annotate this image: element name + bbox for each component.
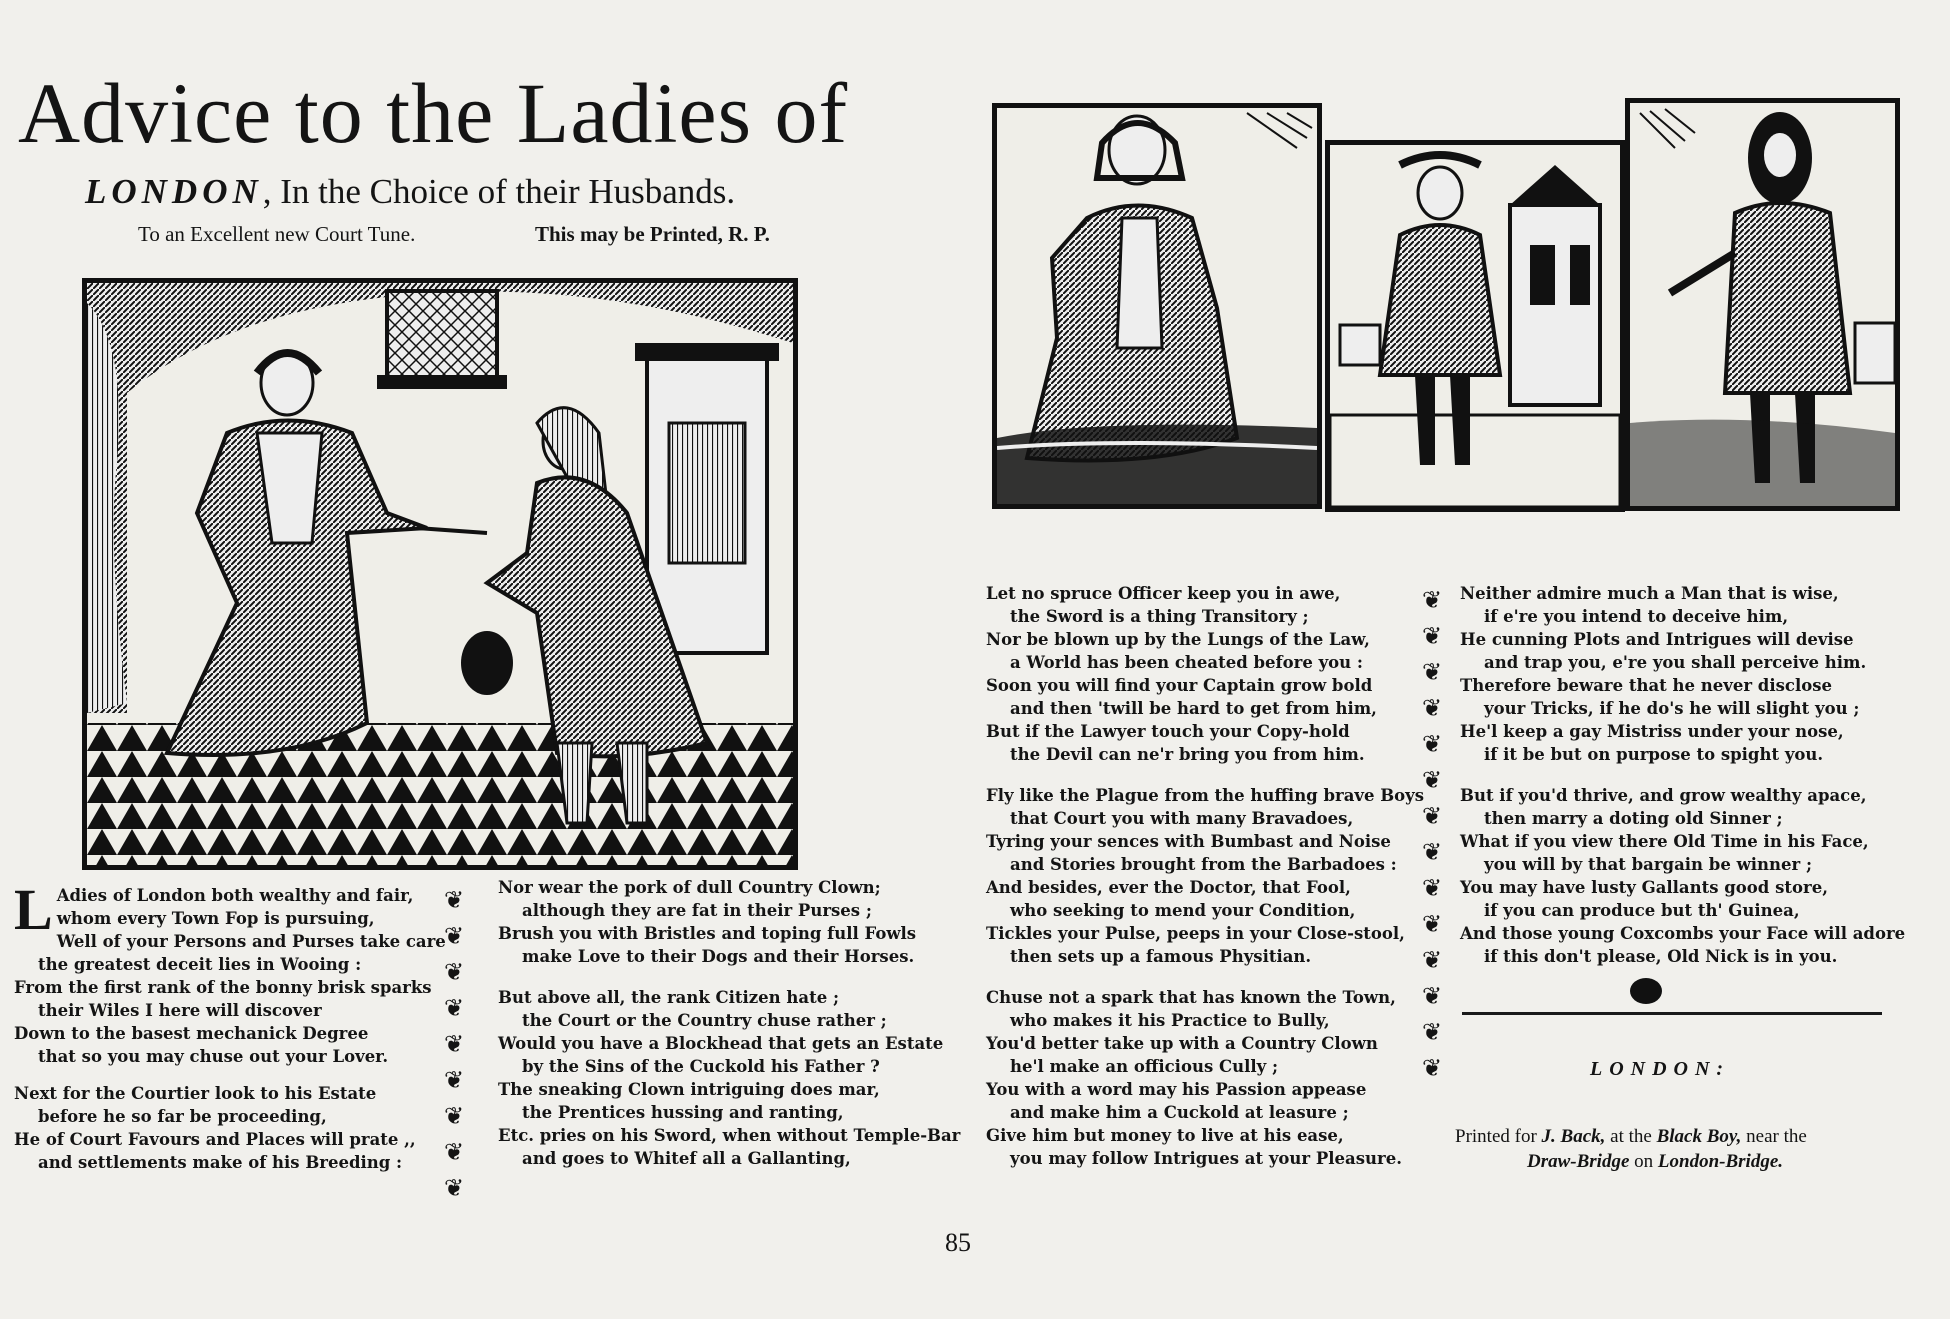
verse-line: if e're you intend to deceive him, <box>1484 607 1789 626</box>
verse-line: Next for the Courtier look to his Estate <box>14 1084 377 1103</box>
fleuron-icon: ❦ <box>443 958 465 986</box>
imprint-rule <box>1462 1012 1882 1015</box>
fleuron-icon: ❦ <box>1421 910 1443 938</box>
ballad-subtitle <box>85 172 735 212</box>
license-line: This may be Printed, R. P. <box>535 222 770 246</box>
imprint-at-the: at the <box>1610 1126 1652 1147</box>
verse-line: Let no spruce Officer keep you in awe, <box>986 584 1341 603</box>
verse-line: and settlements make of his Breeding : <box>38 1153 403 1172</box>
verse-line: make Love to their Dogs and their Horses. <box>522 947 915 966</box>
verse-line: But if you'd thrive, and grow wealthy apace, <box>1460 786 1867 805</box>
verse-line: Soon you will find your Captain grow bold <box>986 676 1373 695</box>
fleuron-icon: ❦ <box>443 1066 465 1094</box>
fleuron-icon: ❦ <box>1421 1018 1443 1046</box>
verse-line: Neither admire much a Man that is wise, <box>1460 584 1839 603</box>
verse-line: Give him but money to live at his ease, <box>986 1126 1344 1145</box>
fleuron-icon: ❦ <box>1421 766 1443 794</box>
stanza <box>986 582 1424 766</box>
verse-line: the Sword is a thing Transitory ; <box>1010 607 1309 626</box>
verse-line: But above all, the rank Citizen hate ; <box>498 988 840 1007</box>
verse-line: the Court or the Country chuse rather ; <box>522 1011 887 1030</box>
verse-line: You may have lusty Gallants good store, <box>1460 878 1828 897</box>
verse-line: He'l keep a gay Mistriss under your nose, <box>1460 722 1844 741</box>
verse-line: if this don't please, Old Nick is in you. <box>1484 947 1838 966</box>
verse-line: Etc. pries on his Sword, when without Temple-Bar <box>498 1126 961 1145</box>
verse-line: before he so far be proceeding, <box>38 1107 327 1126</box>
subtitle-rest: , In the Choice of their Husbands. <box>262 172 736 211</box>
verse-line: He cunning Plots and Intrigues will devise <box>1460 630 1854 649</box>
imprint-sign: Black Boy, <box>1656 1126 1742 1147</box>
verse-line: who makes it his Practice to Bully, <box>1010 1011 1330 1030</box>
stanza <box>14 877 446 1068</box>
subtitle-city: LONDON <box>85 172 263 211</box>
verse-line: Nor wear the pork of dull Country Clown; <box>498 878 881 897</box>
imprint-near: near the <box>1746 1126 1807 1147</box>
fleuron-icon: ❦ <box>1421 838 1443 866</box>
fleuron-icon: ❦ <box>1421 1054 1443 1082</box>
fleuron-icon: ❦ <box>1421 658 1443 686</box>
imprint-printed-for: Printed for <box>1455 1126 1537 1147</box>
fleuron-icon: ❦ <box>1421 586 1443 614</box>
verse-line: Brush you with Bristles and toping full Fowls <box>498 924 917 943</box>
verse-line: he'l make an officious Cully ; <box>1010 1057 1279 1076</box>
fleuron-icon: ❦ <box>1421 730 1443 758</box>
fleuron-icon: ❦ <box>443 1138 465 1166</box>
fleuron-icon: ❦ <box>1421 802 1443 830</box>
drop-capital: L <box>14 877 53 942</box>
fleuron-icon: ❦ <box>443 922 465 950</box>
imprint-text <box>1455 1124 1807 1174</box>
verse-line: But if the Lawyer touch your Copy-hold <box>986 722 1350 741</box>
verse-column-3 <box>986 582 1424 1184</box>
verse-line: Tickles your Pulse, peeps in your Close-stool, <box>986 924 1405 943</box>
stanza <box>14 1082 432 1174</box>
verse-line: and Stories brought from the Barbadoes : <box>1010 855 1397 874</box>
verse-line: if you can produce but th' Guinea, <box>1484 901 1800 920</box>
imprint-printer: J. Back, <box>1541 1126 1606 1147</box>
imprint-on: on <box>1634 1151 1654 1172</box>
stanza <box>986 784 1424 968</box>
fleuron-icon: ❦ <box>1421 982 1443 1010</box>
verse-line: and make him a Cuckold at leasure ; <box>1010 1103 1349 1122</box>
verse-line: What if you view there Old Time in his Face, <box>1460 832 1869 851</box>
verse-line: Nor be blown up by the Lungs of the Law, <box>986 630 1370 649</box>
verse-line: if it be but on purpose to spight you. <box>1484 745 1824 764</box>
verse-line: and then 'twill be hard to get from him, <box>1010 699 1377 718</box>
woodcut-lady <box>992 103 1322 509</box>
ink-blot <box>1630 978 1662 1004</box>
fleuron-icon: ❦ <box>443 1174 465 1202</box>
stanza <box>498 876 960 968</box>
verse-line: You'd better take up with a Country Clown <box>986 1034 1378 1053</box>
verse-line: Chuse not a spark that has known the Town, <box>986 988 1396 1007</box>
verse-line: their Wiles I here will discover <box>38 1001 322 1020</box>
ornament-column-left <box>440 882 468 1206</box>
verse-line: the Devil can ne'r bring you from him. <box>1010 745 1365 764</box>
verse-line: And those young Coxcombs your Face will adore <box>1460 924 1906 943</box>
verse-line: From the first rank of the bonny brisk sparks <box>14 978 432 997</box>
verse-line: your Tricks, if he do's he will slight you ; <box>1484 699 1860 718</box>
woodcut-gentleman <box>1625 98 1900 511</box>
fleuron-icon: ❦ <box>443 886 465 914</box>
stanza <box>498 986 960 1170</box>
verse-column-1 <box>14 877 446 1188</box>
verse-line: You with a word may his Passion appease <box>986 1080 1367 1099</box>
verse-line: the greatest deceit lies in Wooing : <box>38 955 362 974</box>
verse-line: who seeking to mend your Condition, <box>1010 901 1356 920</box>
verse-line: Well of your Persons and Purses take care <box>56 932 446 951</box>
verse-line: then sets up a famous Physitian. <box>1010 947 1312 966</box>
woodcut-courtship <box>82 278 798 870</box>
fleuron-icon: ❦ <box>1421 622 1443 650</box>
verse-line: And besides, ever the Doctor, that Fool, <box>986 878 1351 897</box>
fleuron-icon: ❦ <box>443 1030 465 1058</box>
verse-line: whom every Town Fop is pursuing, <box>56 909 375 928</box>
verse-line: Would you have a Blockhead that gets an Estate <box>498 1034 944 1053</box>
fleuron-icon: ❦ <box>443 994 465 1022</box>
imprint-bridge: London-Bridge. <box>1657 1151 1784 1172</box>
verse-line: Tyring your sences with Bumbast and Noise <box>986 832 1391 851</box>
verse-column-4 <box>1460 582 1905 982</box>
verse-line: a World has been cheated before you : <box>1010 653 1363 672</box>
stanza <box>1460 784 1905 968</box>
verse-line: although they are fat in their Purses ; <box>522 901 872 920</box>
verse-line: Therefore beware that he never disclose <box>1460 676 1832 695</box>
verse-line: that so you may chuse out your Lover. <box>38 1047 389 1066</box>
verse-line: He of Court Favours and Places will prate ,, <box>14 1130 416 1149</box>
page-number: 85 <box>945 1228 971 1257</box>
stanza <box>1460 582 1905 766</box>
stanza <box>986 986 1424 1170</box>
verse-line: and trap you, e're you shall perceive him. <box>1484 653 1867 672</box>
verse-line: you may follow Intrigues at your Pleasure. <box>1010 1149 1402 1168</box>
verse-line: then marry a doting old Sinner ; <box>1484 809 1783 828</box>
verse-line: The sneaking Clown intriguing does mar, <box>498 1080 880 1099</box>
verse-column-2 <box>498 876 960 1184</box>
verse-line: the Prentices hussing and ranting, <box>522 1103 844 1122</box>
imprint-city: LONDON: <box>1590 1058 1731 1080</box>
ballad-title: Advice to the Ladies of <box>18 65 849 161</box>
verse-line: Fly like the Plague from the huffing brave Boys <box>986 786 1425 805</box>
fleuron-icon: ❦ <box>1421 874 1443 902</box>
verse-line: Down to the basest mechanick Degree <box>14 1024 369 1043</box>
imprint-location: Draw-Bridge <box>1527 1151 1630 1172</box>
fleuron-icon: ❦ <box>1421 946 1443 974</box>
verse-line: Adies of London both wealthy and fair, <box>56 886 414 905</box>
verse-line: you will by that bargain be winner ; <box>1484 855 1813 874</box>
verse-line: and goes to Whitef all a Gallanting, <box>522 1149 851 1168</box>
verse-line: that Court you with many Bravadoes, <box>1010 809 1354 828</box>
fleuron-icon: ❦ <box>1421 694 1443 722</box>
verse-line: by the Sins of the Cuckold his Father ? <box>522 1057 880 1076</box>
woodcut-gallant <box>1325 140 1625 512</box>
tune-line: To an Excellent new Court Tune. <box>138 222 416 246</box>
fleuron-icon: ❦ <box>443 1102 465 1130</box>
ornament-column-right <box>1418 582 1446 1086</box>
